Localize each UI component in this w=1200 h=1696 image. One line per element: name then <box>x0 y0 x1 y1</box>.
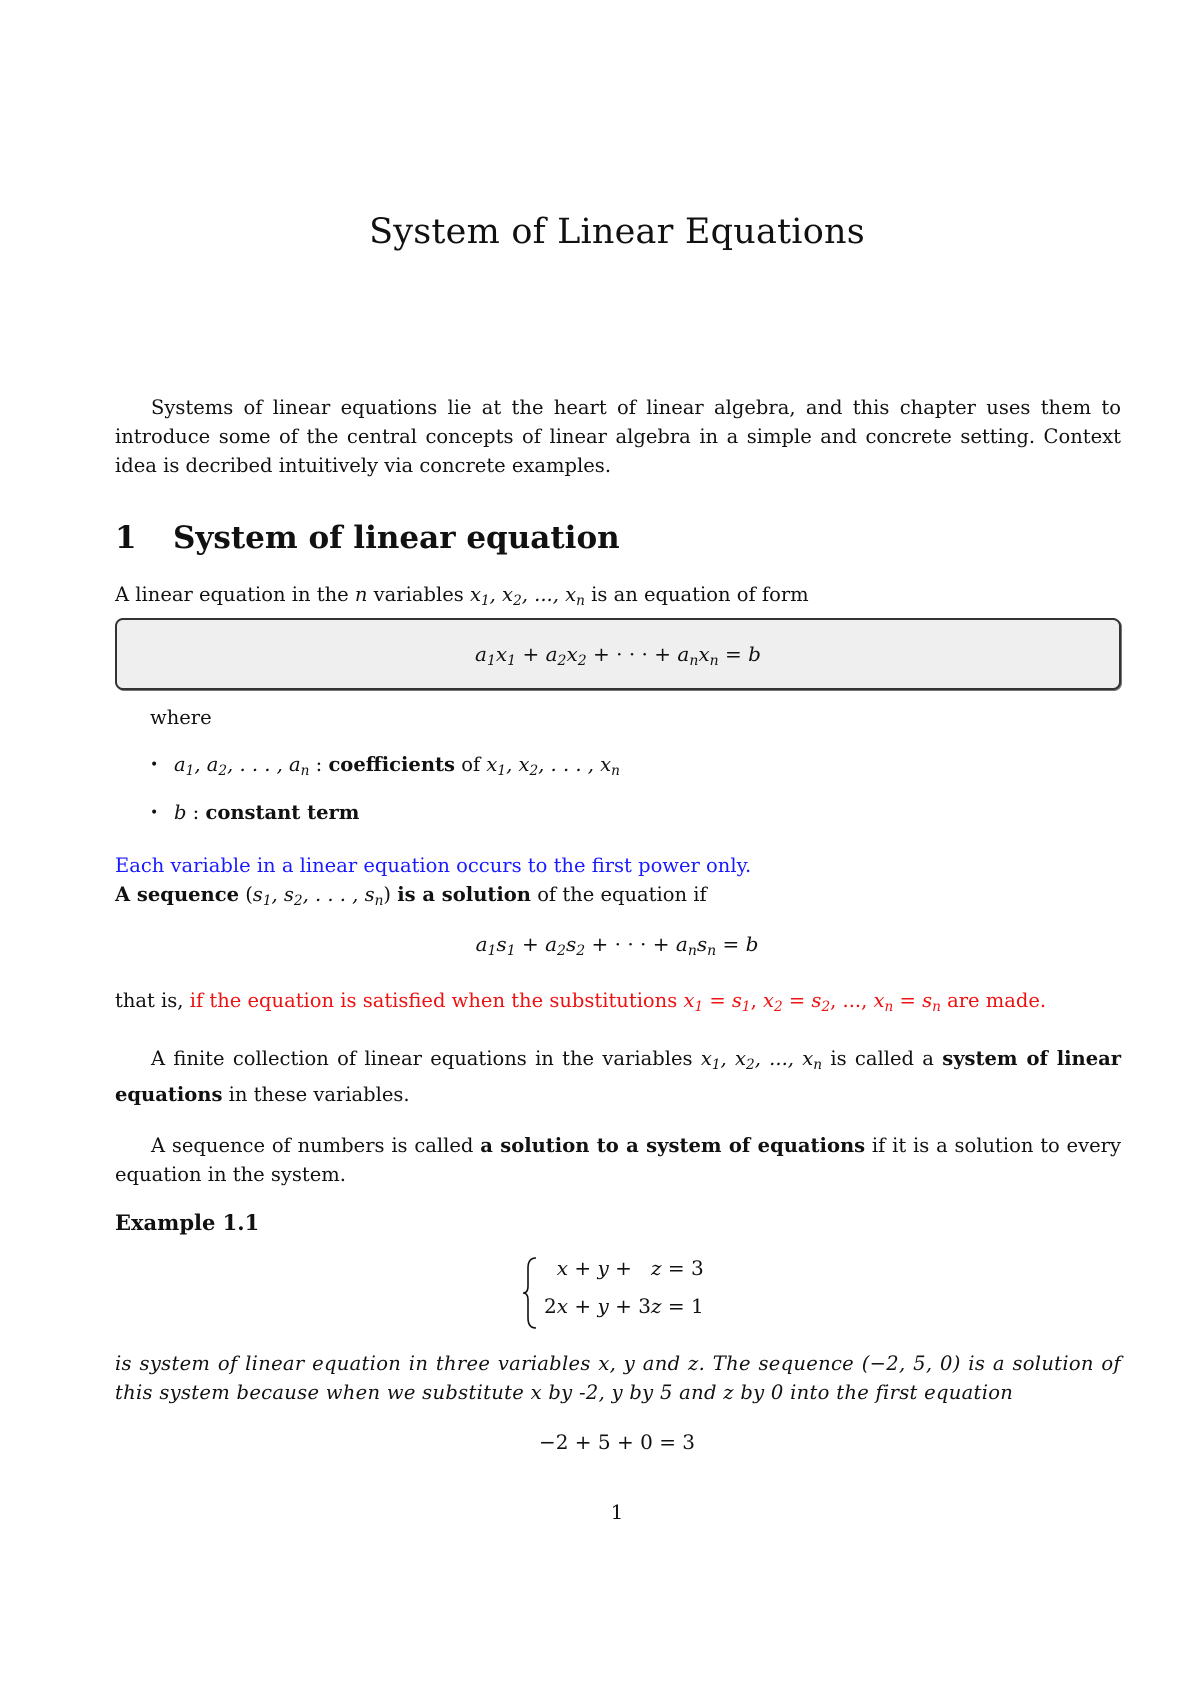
definition-lead <box>115 580 1121 616</box>
example-explanation: is system of linear equation in three variables x, y and z. The sequence (−2, 5, 0) is a solution of this system because when we substitute x by -2, y by 5 and z by 0 into the first equation <box>115 1352 1121 1404</box>
solution-sentence: A sequence ($s_1$, $s_2$, . . . , $s_n$) is a solution of the equation if <box>115 883 707 910</box>
substitution-text-end: are made. <box>947 989 1047 1012</box>
section-heading <box>115 520 620 556</box>
example-check-equation: −2 + 5 + 0 = 3 <box>538 1430 696 1454</box>
system-definition-paragraph: A finite collection of linear equations in the variables $x_1$, $x_2$, ..., $x_n$ is called a system of linear equations in these variables. <box>115 1047 1122 1107</box>
intro-paragraph: Systems of linear equations lie at the heart of linear algebra, and this chapter uses them to introduce some of the central concepts of linear algebra in a simple and concrete setting. Context idea is decribed intuitively via concrete examples. <box>115 396 1121 477</box>
left-brace-icon <box>522 1256 538 1330</box>
example-system <box>522 1256 722 1330</box>
definition-lead-text-2: variables <box>367 583 470 606</box>
section-number: 1 <box>115 520 137 556</box>
bullet-coefficients-term: coefficients <box>328 753 455 776</box>
substitution-text: if the equation is satisfied when the substitutions <box>189 989 678 1012</box>
system-equation-1: x + y + z = 3 <box>544 1256 704 1280</box>
solution-bold-2: is a solution <box>397 883 531 906</box>
equation-box <box>115 618 1121 690</box>
variables-list: $x_1$, $x_2$, ..., $x_n$ <box>469 583 585 610</box>
substitution-condition: if the equation is satisfied when the substitutions $x_1 = s_1$, $x_2 = s_2$, ..., $x_n = s_n$ are made. <box>189 989 1047 1016</box>
definition-lead-text: A linear equation in the <box>115 583 355 606</box>
system-def-middle: is called a <box>830 1047 934 1070</box>
system-solution-text: A sequence of numbers is called <box>151 1134 474 1157</box>
bullet-constant-term-text: constant term <box>205 801 360 824</box>
where-label: where <box>150 706 212 729</box>
bullet-dot: • <box>150 757 159 773</box>
system-def-end: in these variables. <box>228 1083 410 1107</box>
solution-equation: $a_1s_1 + a_2s_2$ + · · · + $a_ns_n = b$ <box>475 932 759 960</box>
example-label: Example 1.1 <box>115 1210 260 1235</box>
system-def-text: A finite collection of linear equations in the variables <box>151 1047 693 1070</box>
bullet-coefficients: • $a_1$, $a_2$, . . . , $a_n$ : coefficients of $x_1$, $x_2$, . . . , $x_n$ <box>150 753 620 780</box>
linear-equation-formula: $a_1x_1 + a_2x_2$ + · · · + $a_nx_n = b$ <box>475 642 761 670</box>
solution-bold-1: A sequence <box>115 883 239 906</box>
solution-rest: of the equation if <box>537 883 707 906</box>
that-is-lead: that is, <box>115 989 184 1012</box>
system-equation-2: 2x + y + 3z = 1 <box>544 1294 704 1318</box>
bullet-constant-term: • b : constant term <box>150 801 360 824</box>
system-def-bold: system of linear equations <box>115 1047 1122 1107</box>
var-n: n <box>354 583 368 606</box>
system-solution-end: if it is a solution to every equation in the system. <box>115 1134 1121 1186</box>
document-title: System of Linear Equations <box>369 212 865 252</box>
that-is-sentence <box>115 986 1121 1022</box>
section-title: System of linear equation <box>173 520 620 556</box>
note-first-power: Each variable in a linear equation occurs to the first power only. <box>115 854 752 877</box>
bullet-dot: • <box>150 805 159 821</box>
bullet-of-text: of <box>461 753 481 776</box>
system-solution-bold: a solution to a system of equations <box>480 1134 866 1157</box>
definition-lead-text-3: is an equation of form <box>584 583 809 606</box>
system-solution-paragraph <box>115 1131 1121 1189</box>
page-number: 1 <box>610 1500 624 1524</box>
